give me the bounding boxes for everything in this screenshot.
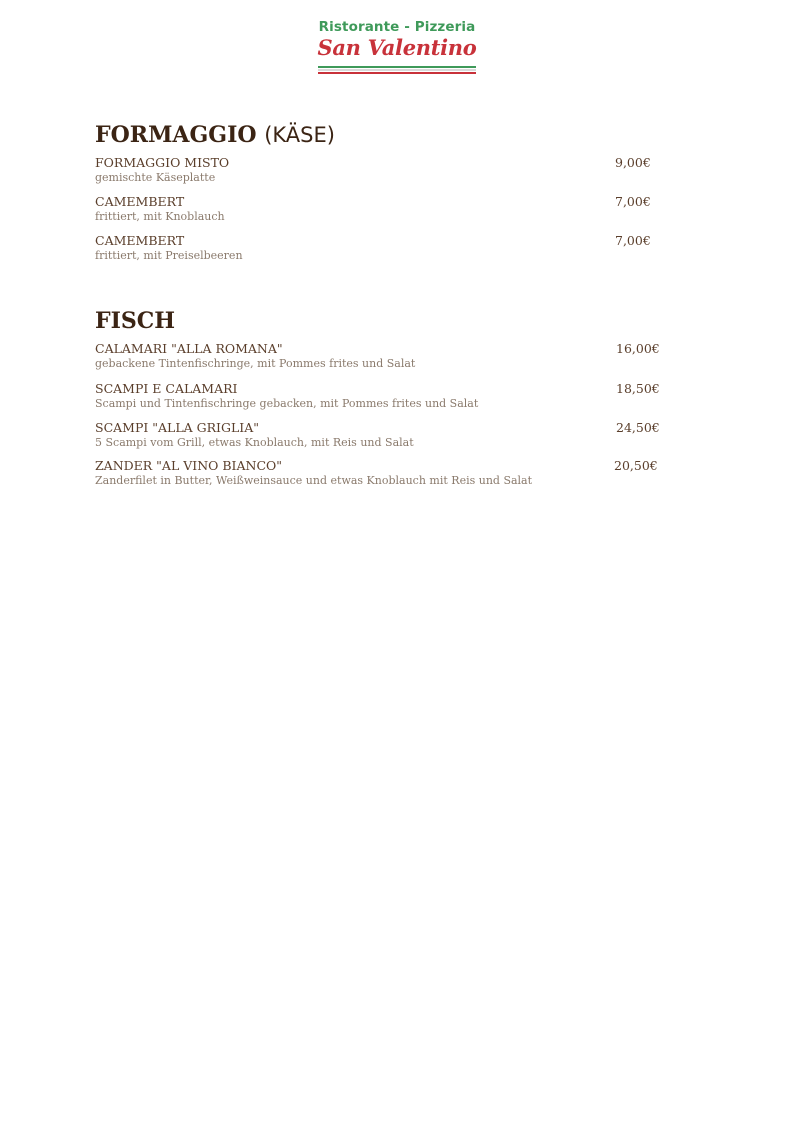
item-description: Zanderfilet in Butter, Weißweinsauce und etwas Knoblauch mit Reis und Salat [95, 474, 533, 487]
item-description: gebackene Tintenfischringe, mit Pommes frites und Salat [95, 357, 416, 370]
menu-item [95, 233, 665, 272]
item-description: 5 Scampi vom Grill, etwas Knoblauch, mit Reis und Salat [95, 436, 414, 449]
item-description: frittiert, mit Preiselbeeren [95, 249, 243, 262]
menu-item [95, 458, 665, 496]
menu-item [95, 381, 665, 420]
item-name: CAMEMBERT [95, 194, 185, 209]
logo-stripe-white [318, 69, 476, 71]
item-name: SCAMPI "ALLA GRIGLIA" [95, 420, 259, 435]
item-name: FORMAGGIO MISTO [95, 155, 230, 170]
item-name: ZANDER "AL VINO BIANCO" [95, 458, 283, 473]
item-name: CALAMARI "ALLA ROMANA" [95, 341, 283, 356]
item-price: 20,50€ [614, 458, 658, 473]
section-formaggio [95, 121, 665, 272]
menu-item [95, 420, 665, 458]
item-description: frittiert, mit Knoblauch [95, 210, 225, 223]
logo-script-text: San Valentino [317, 35, 477, 60]
item-name: SCAMPI E CALAMARI [95, 381, 238, 396]
section-fisch [95, 307, 665, 496]
logo-top-text: Ristorante - Pizzeria [318, 19, 476, 35]
item-price: 24,50€ [616, 420, 660, 435]
item-price: 7,00€ [615, 233, 651, 248]
menu-item [95, 341, 665, 381]
section-title-main: FISCH [95, 308, 176, 334]
logo-stripe-green [318, 66, 476, 68]
section-title-subtitle: (KÄSE) [264, 123, 335, 147]
item-price: 18,50€ [616, 381, 660, 396]
section-title-main: FORMAGGIO [95, 122, 257, 148]
item-price: 16,00€ [616, 341, 660, 356]
item-price: 7,00€ [615, 194, 651, 209]
section-title [95, 307, 665, 335]
menu-item [95, 155, 665, 194]
item-price: 9,00€ [615, 155, 651, 170]
item-name: CAMEMBERT [95, 233, 185, 248]
item-description: Scampi und Tintenfischringe gebacken, mit Pommes frites und Salat [95, 397, 479, 410]
section-title [95, 121, 665, 149]
restaurant-logo [316, 18, 478, 76]
item-description: gemischte Käseplatte [95, 171, 216, 184]
logo-stripe-red [318, 72, 476, 74]
menu-item [95, 194, 665, 233]
